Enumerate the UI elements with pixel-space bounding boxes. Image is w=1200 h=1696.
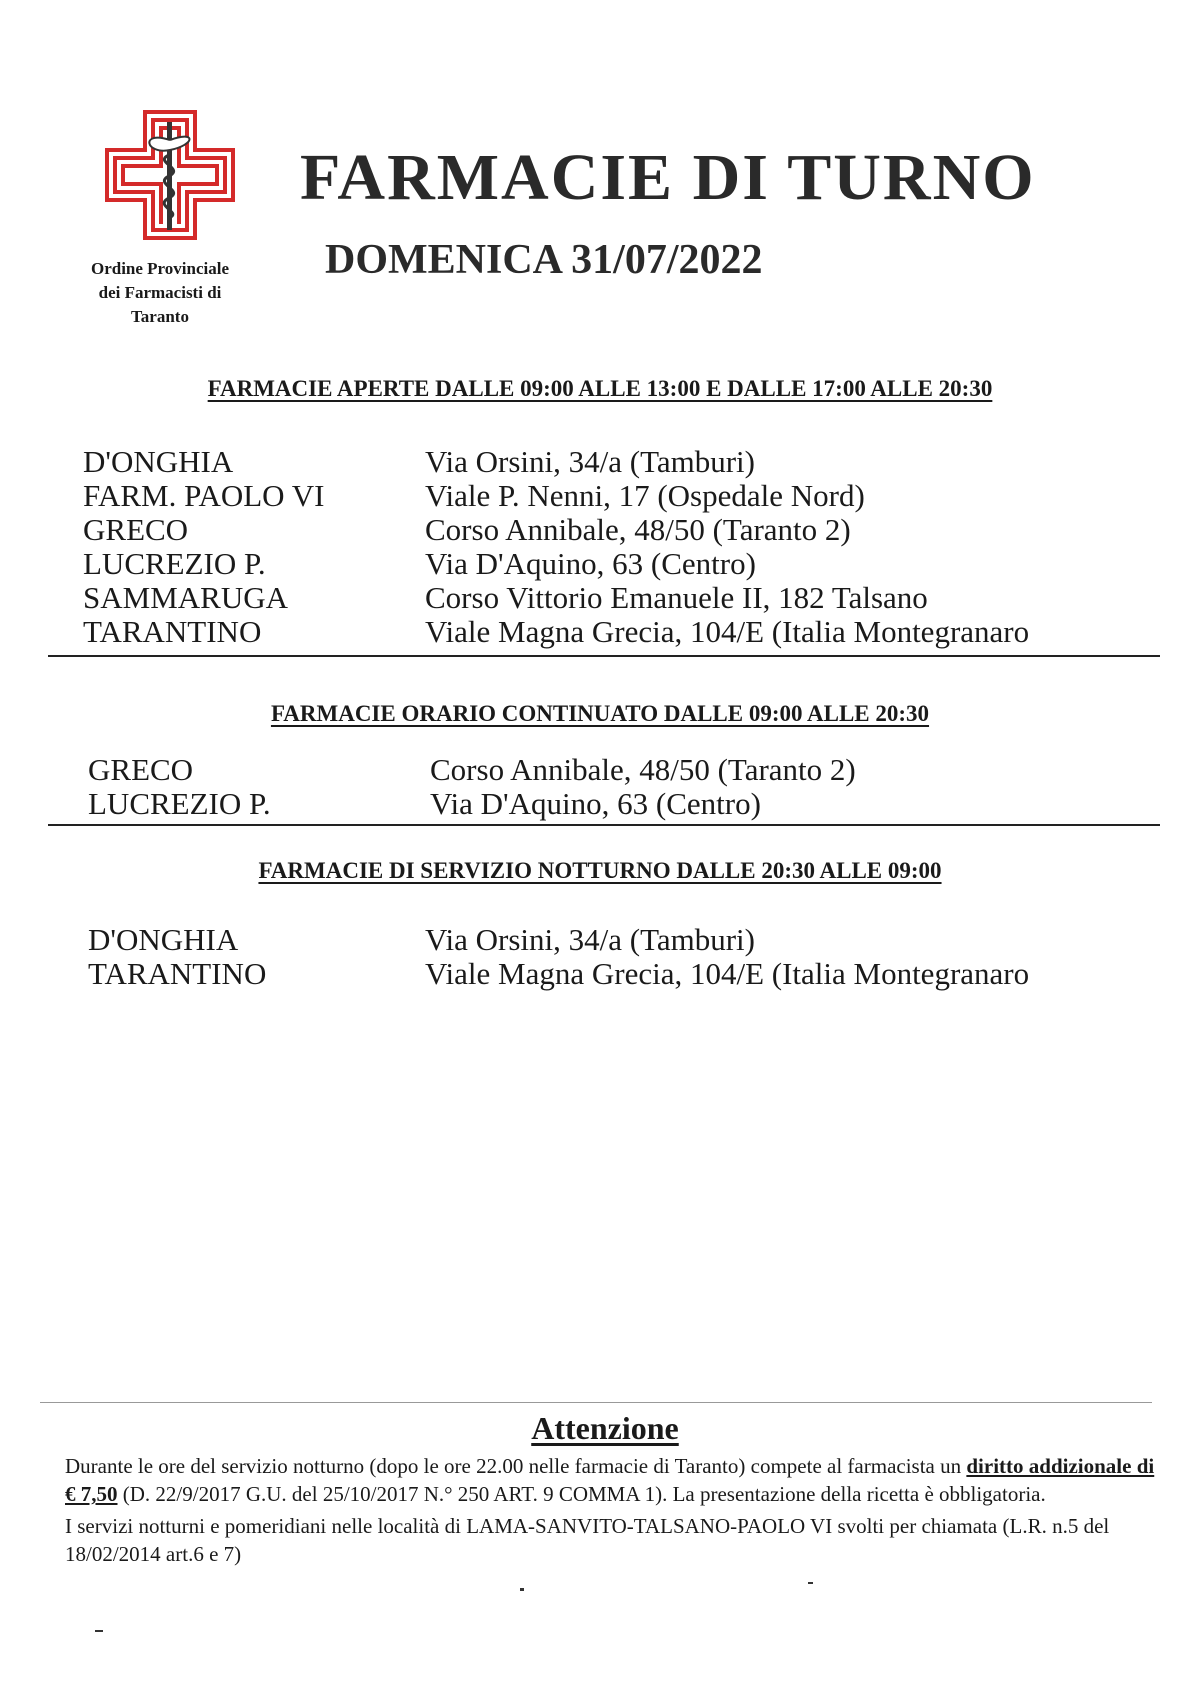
section-heading-night: FARMACIE DI SERVIZIO NOTTURNO DALLE 20:30 ALLE 09:00	[258, 858, 942, 883]
pharmacy-row	[0, 615, 1200, 649]
pharmacy-address: Viale Magna Grecia, 104/E (Italia Montegranaro	[425, 956, 1030, 991]
notice-text-part: Durante le ore del servizio notturno (dopo le ore 22.00 nelle farmacie di Taranto) compete al farmacista un	[65, 1454, 967, 1478]
pharmacy-row	[0, 753, 1200, 787]
pharmacy-name: D'ONGHIA	[83, 444, 234, 479]
pharmacy-address: Corso Annibale, 48/50 (Taranto 2)	[425, 512, 851, 547]
pharmacy-row	[0, 479, 1200, 513]
pharmacy-row	[0, 923, 1200, 957]
caduceus-cross-icon	[105, 110, 235, 240]
section-heading-daytime: FARMACIE APERTE DALLE 09:00 ALLE 13:00 E DALLE 17:00 ALLE 20:30	[207, 376, 993, 401]
pharmacy-row	[0, 513, 1200, 547]
page-date: DOMENICA 31/07/2022	[325, 237, 763, 283]
org-line: dei Farmacisti di	[98, 283, 222, 302]
pharmacy-row	[0, 787, 1200, 821]
pharmacy-row	[0, 547, 1200, 581]
pharmacy-row	[0, 957, 1200, 991]
section-divider	[48, 655, 1160, 657]
pharmacy-name: TARANTINO	[88, 956, 267, 991]
section-divider	[48, 824, 1160, 826]
org-line: Ordine Provinciale	[90, 259, 230, 278]
scan-speck	[520, 1588, 524, 1591]
pharmacy-address: Corso Annibale, 48/50 (Taranto 2)	[430, 752, 856, 787]
pharmacy-address: Corso Vittorio Emanuele II, 182 Talsano	[425, 580, 928, 615]
pharmacy-name: SAMMARUGA	[83, 580, 288, 615]
scan-speck	[95, 1630, 103, 1632]
pharmacy-name: GRECO	[83, 512, 189, 547]
pharmacy-name: GRECO	[88, 752, 194, 787]
pharmacy-name: LUCREZIO P.	[88, 786, 271, 821]
pharmacy-row	[0, 445, 1200, 479]
page-title: FARMACIE DI TURNO	[300, 141, 1036, 214]
pharmacy-name: FARM. PAOLO VI	[83, 478, 325, 513]
notice-text-part: (D. 22/9/2017 G.U. del 25/10/2017 N.° 250 ART. 9 COMMA 1). La presentazione della ricetta è obbligatoria.	[117, 1482, 1046, 1506]
pharmacy-row	[0, 581, 1200, 615]
notice-paragraph: I servizi notturni e pomeridiani nelle località di LAMA-SANVITO-TALSANO-PAOLO VI svolti per chiamata (L.R. n.5 del 18/02/2014 art.6 e 7)	[65, 1514, 1110, 1566]
org-line: Taranto	[131, 307, 189, 326]
notice-emphasis: diritto addizionale di € 7,50	[65, 1454, 1155, 1506]
scan-speck	[808, 1582, 813, 1584]
pharmacy-address: Viale P. Nenni, 17 (Ospedale Nord)	[425, 478, 865, 513]
section-heading-continuous: FARMACIE ORARIO CONTINUATO DALLE 09:00 ALLE 20:30	[270, 701, 930, 726]
organization-name	[60, 257, 260, 329]
notice-paragraph	[65, 1452, 1155, 1508]
notice-title: Attenzione	[531, 1410, 679, 1446]
pharmacy-name: D'ONGHIA	[88, 922, 239, 957]
pharmacy-address: Via Orsini, 34/a (Tamburi)	[425, 922, 755, 957]
pharmacy-address: Via D'Aquino, 63 (Centro)	[425, 546, 756, 581]
notice-text	[65, 1452, 1155, 1572]
pharmacy-address: Via Orsini, 34/a (Tamburi)	[425, 444, 755, 479]
pharmacy-address: Viale Magna Grecia, 104/E (Italia Montegranaro	[425, 614, 1030, 649]
pharmacy-name: LUCREZIO P.	[83, 546, 266, 581]
pharmacy-list-night	[0, 923, 1200, 991]
pharmacy-address: Via D'Aquino, 63 (Centro)	[430, 786, 761, 821]
pharmacy-list-continuous	[0, 753, 1200, 821]
pharmacy-name: TARANTINO	[83, 614, 262, 649]
notice-divider	[40, 1402, 1152, 1403]
pharmacy-list-daytime	[0, 445, 1200, 649]
